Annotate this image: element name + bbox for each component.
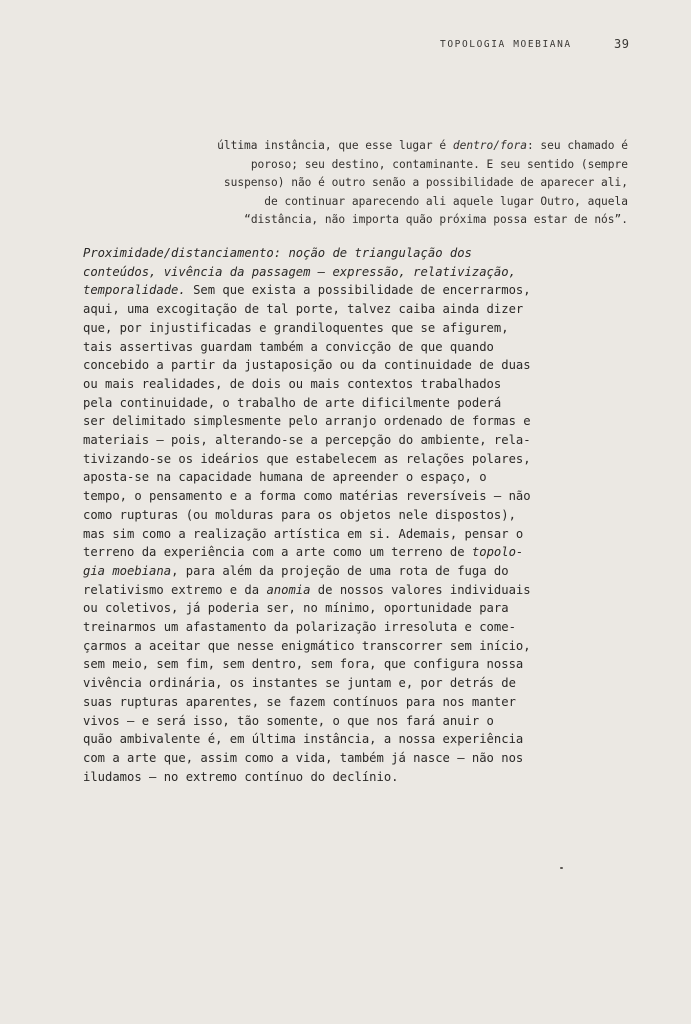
paragraph-line: terreno da experiência com a arte como um terreno de topolo- (83, 545, 524, 560)
running-head (440, 39, 640, 50)
paragraph-line: tivizando-se os ideários que estabelecem as relações polares, (83, 451, 531, 466)
paragraph-line: concebido a partir da justaposição ou da continuidade de duas (83, 358, 531, 373)
quote-line: poroso; seu destino, contaminante. E seu sentido (sempre (250, 157, 628, 171)
quote-line: “distância, não importa quão próxima possa estar de nós”. (244, 213, 628, 227)
body-paragraph (83, 244, 543, 786)
paragraph-line: sem meio, sem fim, sem dentro, sem fora, que configura nossa (83, 657, 524, 672)
running-head-title: TOPOLOGIA MOEBIANA (440, 39, 572, 50)
paragraph-line: iludamos – no extremo contínuo do declínio. (83, 769, 399, 784)
quote-line: última instância, que esse lugar é dentro/fora: seu chamado é (217, 139, 628, 152)
paragraph-line: que, por injustificadas e grandiloquentes que se afigurem, (83, 320, 509, 335)
paragraph-line: aqui, uma excogitação de tal porte, talvez caiba ainda dizer (83, 302, 524, 317)
paragraph-line: materiais – pois, alterando-se a percepção do ambiente, rela- (83, 433, 531, 448)
paragraph-line: aposta-se na capacidade humana de apreender o espaço, o (83, 470, 487, 485)
paragraph-line: temporalidade. Sem que exista a possibilidade de encerrarmos, (83, 283, 531, 298)
quote-line: de continuar aparecendo ali aquele lugar Outro, aquela (264, 194, 628, 208)
quote-line: suspenso) não é outro senão a possibilidade de aparecer ali, (223, 176, 628, 190)
paragraph-line: relativismo extremo e da anomia de nossos valores individuais (83, 582, 531, 597)
paragraph-line: gia moebiana, para além da projeção de uma rota de fuga do (83, 563, 509, 578)
show-through-ghost (120, 86, 560, 106)
block-quote (150, 137, 628, 230)
paragraph-line: suas rupturas aparentes, se fazem contínuos para nos manter (83, 694, 516, 709)
paragraph-line: quão ambivalente é, em última instância, a nossa experiência (83, 732, 524, 747)
paragraph-line: tais assertivas guardam também a convicção de que quando (83, 339, 494, 354)
paragraph-line: ser delimitado simplesmente pelo arranjo ordenado de formas e (83, 414, 531, 429)
paragraph-line: mas sim como a realização artística em si. Ademais, pensar o (83, 526, 524, 541)
paragraph-line: çarmos a aceitar que nesse enigmático transcorrer sem início, (83, 638, 531, 653)
paragraph-line: conteúdos, vivência da passagem – expressão, relativização, (83, 264, 516, 279)
paragraph-line: como rupturas (ou molduras para os objetos nele dispostos), (83, 507, 516, 522)
stray-ink-mark (560, 867, 563, 869)
paragraph-line: ou coletivos, já poderia ser, no mínimo, oportunidade para (83, 601, 509, 616)
page-number: 39 (614, 37, 630, 51)
paragraph-line: pela continuidade, o trabalho de arte dificilmente poderá (83, 395, 502, 410)
paragraph-line: vivos – e será isso, tão somente, o que nos fará anuir o (83, 713, 494, 728)
paragraph-line: com a arte que, assim como a vida, também já nasce – não nos (83, 750, 524, 765)
paragraph-line: ou mais realidades, de dois ou mais contextos trabalhados (83, 376, 502, 391)
paragraph-line: vivência ordinária, os instantes se juntam e, por detrás de (83, 676, 516, 691)
paragraph-line: tempo, o pensamento e a forma como matérias reversíveis – não (83, 489, 531, 504)
paragraph-line: Proximidade/distanciamento: noção de triangulação dos (83, 246, 472, 260)
paragraph-line: treinarmos um afastamento da polarização irresoluta e come- (83, 620, 516, 635)
